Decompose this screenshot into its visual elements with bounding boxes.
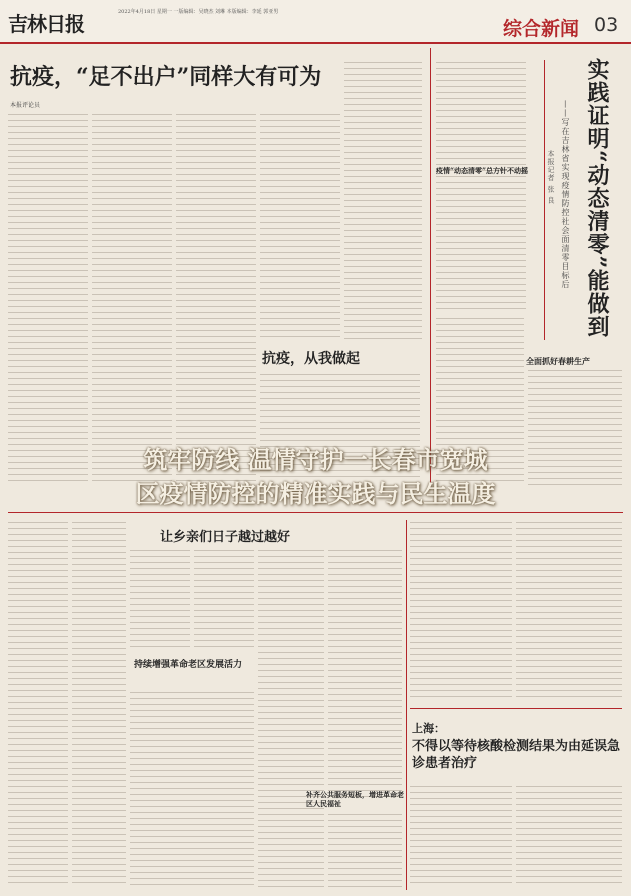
lower-center-subheadline: 持续增强革命老区发展活力 <box>134 660 243 670</box>
overlay-title-line-2: 区疫情防控的精准实践与民生温度 <box>135 480 496 508</box>
article-column-3 <box>176 112 256 482</box>
lower-center-column-3 <box>130 690 254 888</box>
right-article-column-1 <box>436 60 529 310</box>
section-title: 综合新闻 <box>503 18 580 40</box>
overlay-title-line-1: 筑牢防线 温情守护一长春市宽城 <box>143 446 488 474</box>
lower-center-column-6 <box>328 812 402 888</box>
section-divider <box>8 512 623 513</box>
mid-headline: 抗疫，从我做起 <box>262 351 360 367</box>
shanghai-column-2 <box>516 784 622 888</box>
lower-center-headline: 让乡亲们日子越过越好 <box>160 530 291 545</box>
right-vertical-subheadline: ——写在吉林省实现疫情防控社会面清零目标后 <box>561 100 570 289</box>
lower-center-column-5 <box>328 548 402 798</box>
shanghai-headline: 不得以等待核酸检测结果为由延误急诊患者治疗 <box>412 739 621 771</box>
masthead <box>0 0 631 44</box>
shanghai-label: 上海： <box>412 722 445 735</box>
lower-center-column-1 <box>130 548 190 652</box>
newspaper-logo: 吉林日报 <box>8 12 84 36</box>
subhead-dynamic-zero: 疫情“动态清零”总方针不动摇 <box>436 166 529 175</box>
lower-right-column-1 <box>410 520 512 700</box>
lower-subhead-public-services: 补齐公共服务短板，增进革命老区人民福祉 <box>306 790 404 808</box>
main-headline: 抗疫，“足不出户”同样大有可为 <box>10 64 322 90</box>
shanghai-divider <box>410 708 622 709</box>
lower-center-column-4 <box>258 548 324 888</box>
dateline: 2022年4月18日 星期一 一版编辑：吴晓杰 刘琳 本版编辑：李延 郭亚男 <box>118 9 279 15</box>
page-number: 03 <box>594 14 619 36</box>
main-byline: 本报评论员 <box>10 102 41 109</box>
lower-column-divider <box>406 520 407 890</box>
lower-article-column-2 <box>72 520 126 888</box>
lower-center-column-2 <box>194 548 254 652</box>
shanghai-column-1 <box>410 784 512 888</box>
article-column-5 <box>344 60 422 342</box>
right-vertical-byline: 本报记者 张 良 <box>547 150 555 205</box>
article-column-4 <box>260 112 340 342</box>
vertical-accent-rule <box>544 60 545 340</box>
column-divider <box>430 48 431 488</box>
lower-article-column-1 <box>8 520 68 888</box>
lower-right-column-2 <box>516 520 622 700</box>
right-vertical-headline: 实践证明“动态清零”能做到 <box>584 58 610 339</box>
article-column-1 <box>8 112 88 482</box>
article-column-2 <box>92 112 172 482</box>
subhead-spring-farming: 全面抓好春耕生产 <box>526 356 590 366</box>
